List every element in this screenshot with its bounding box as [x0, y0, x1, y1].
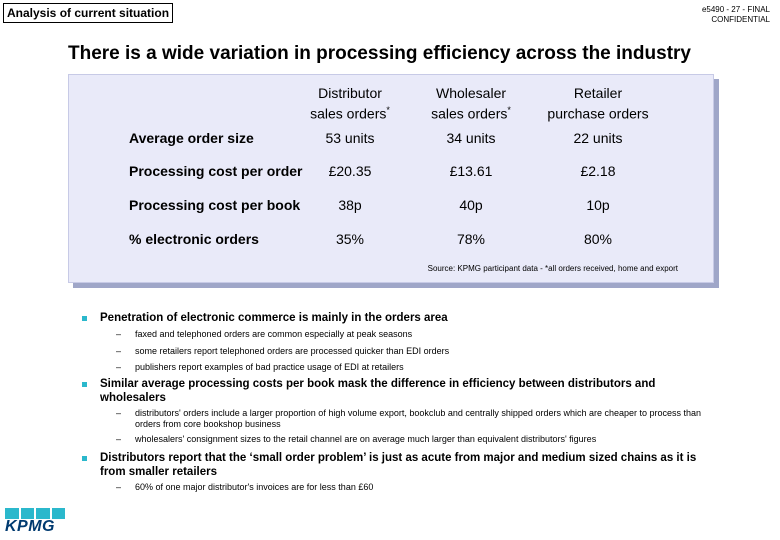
column-header-retailer [533, 85, 663, 123]
table-cell: £13.61 [449, 163, 493, 179]
table-cell: 53 units [325, 130, 375, 146]
bullet-point: Similar average processing costs per book mask the difference in efficiency between distributors and wholesalers [100, 378, 656, 404]
column-header-line1: Retailer [573, 85, 623, 101]
column-header-line2: sales orders* [310, 105, 390, 122]
section-tag: Analysis of current situation [3, 3, 173, 23]
column-header-wholesaler [406, 85, 536, 123]
bullet-point: Penetration of electronic commerce is mainly in the orders area [100, 312, 448, 324]
bullet-square-icon [82, 316, 87, 321]
sub-bullet: distributors' orders include a larger proportion of high volume export, bookclub and centrally shipped orders which are cheaper to process than orders from core bookshop business [135, 408, 702, 429]
table-cell: 78% [456, 231, 486, 247]
table-cell: 22 units [573, 130, 623, 146]
table-cell: 80% [583, 231, 613, 247]
table-cell: 10p [586, 197, 610, 213]
sub-bullet-dash: – [116, 408, 122, 418]
column-header-line1: Wholesaler [435, 85, 507, 101]
sub-bullet: 60% of one major distributor's invoices are for less than £60 [135, 482, 374, 492]
sub-bullet: some retailers report telephoned orders are processed quicker than EDI orders [135, 346, 450, 356]
row-label-average-order-size: Average order size [129, 130, 254, 146]
sub-bullet-dash: – [116, 329, 122, 339]
column-header-line1: Distributor [318, 85, 382, 101]
sub-bullet-dash: – [116, 482, 122, 492]
sub-bullet-dash: – [116, 362, 122, 372]
bullet-square-icon [82, 456, 87, 461]
document-reference [650, 5, 770, 25]
column-header-distributor [285, 85, 415, 123]
bullet-square-icon [82, 382, 87, 387]
page-title: There is a wide variation in processing efficiency across the industry [68, 43, 691, 64]
table-source-note: Source: KPMG participant data - *all orders received, home and export [427, 264, 678, 273]
row-label-cost-per-order: Processing cost per order [129, 163, 303, 179]
sub-bullet: faxed and telephoned orders are common especially at peak seasons [135, 329, 413, 339]
logo-text: KPMG [5, 518, 55, 535]
table-cell: 38p [338, 197, 362, 213]
table-cell: 34 units [446, 130, 496, 146]
table-cell: £2.18 [580, 163, 616, 179]
bullet-point: Distributors report that the ‘small order problem’ is just as acute from major and medium sized chains as it is from smaller retailers [100, 452, 697, 478]
sub-bullet-dash: – [116, 434, 122, 444]
document-number: e5490 - 27 - FINAL [701, 5, 770, 14]
row-label-electronic-orders: % electronic orders [129, 231, 259, 247]
table-cell: 40p [459, 197, 483, 213]
table-cell: £20.35 [328, 163, 372, 179]
kpmg-logo [5, 508, 65, 536]
row-label-cost-per-book: Processing cost per book [129, 197, 301, 213]
sub-bullet: wholesalers' consignment sizes to the retail channel are on average much larger than equivalent distributors' figures [135, 434, 597, 444]
sub-bullet-dash: – [116, 346, 122, 356]
table-cell: 35% [335, 231, 365, 247]
confidential-label: CONFIDENTIAL [711, 15, 770, 24]
sub-bullet: publishers report examples of bad practice usage of EDI at retailers [135, 362, 404, 372]
efficiency-table [68, 74, 714, 283]
column-header-line2: purchase orders [547, 105, 649, 122]
column-header-line2: sales orders* [431, 105, 511, 122]
